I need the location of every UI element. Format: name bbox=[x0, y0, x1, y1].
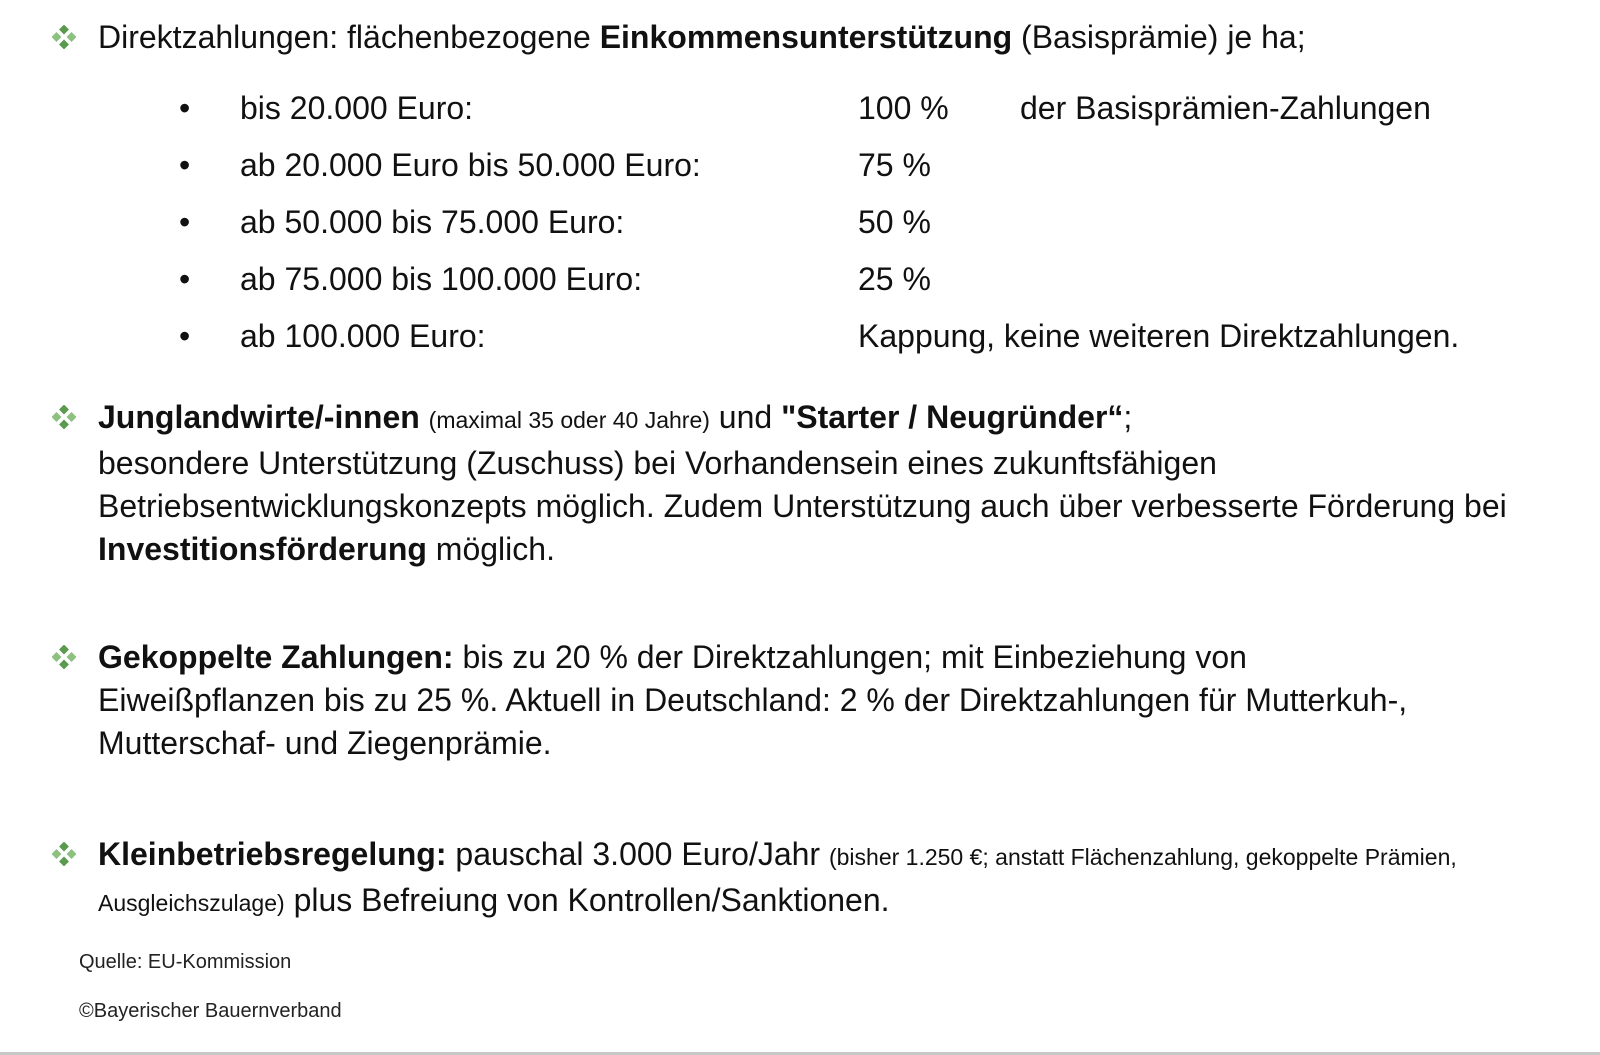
tier-value: 25 % bbox=[858, 261, 931, 297]
section-kleinbetrieb bbox=[98, 833, 1560, 925]
list-bullet: • bbox=[179, 147, 191, 183]
tier-range: bis 20.000 Euro: bbox=[240, 90, 474, 126]
junglandwirte-und: und bbox=[709, 399, 782, 435]
tier-row bbox=[0, 88, 1560, 145]
direktzahlungen-intro-bold: Einkommensunterstützung bbox=[599, 19, 1013, 55]
gekoppelte-title: Gekoppelte Zahlungen: bbox=[98, 639, 454, 675]
junglandwirte-body: besondere Unterstützung (Zuschuss) bei Vorhandensein eines zukunftsfähigen Betriebsentwicklungskonzepts möglich. Zudem Unterstützung auch über verbesserte Förderung bei bbox=[98, 445, 1507, 524]
junglandwirte-title: Junglandwirte/-innen bbox=[98, 399, 420, 435]
list-bullet: • bbox=[179, 261, 191, 297]
tier-range: ab 75.000 bis 100.000 Euro: bbox=[240, 261, 643, 297]
section-junglandwirte bbox=[98, 396, 1510, 571]
tier-note: der Basisprämien-Zahlungen bbox=[1020, 90, 1431, 126]
tier-row bbox=[0, 316, 1560, 373]
tier-range: ab 20.000 Euro bis 50.000 Euro: bbox=[240, 147, 701, 183]
gekoppelte-body: bis zu 20 % der Direktzahlungen; mit Einbeziehung von Eiweißpflanzen bis zu 25 %. Aktuell in Deutschland: 2 % der Direktzahlungen für Mutterkuh-, Mutterschaf- und Ziegenprämie. bbox=[98, 639, 1408, 761]
list-bullet: • bbox=[179, 90, 191, 126]
junglandwirte-starter: "Starter / Neugründer“ bbox=[781, 399, 1124, 435]
tier-value: 100 % bbox=[858, 90, 949, 126]
klein-note: (bisher 1.250 €; anstatt Flächenzahlung, gekoppelte Prämien, Ausgleichszulage) bbox=[98, 844, 1457, 916]
four-diamond-ornament-icon bbox=[52, 645, 76, 669]
klein-body: pauschal 3.000 Euro/Jahr bbox=[446, 836, 829, 872]
tier-value: 75 % bbox=[858, 147, 931, 183]
klein-title: Kleinbetriebsregelung: bbox=[98, 836, 447, 872]
section-direktzahlungen bbox=[98, 16, 1560, 59]
junglandwirte-body-bold: Investitionsförderung bbox=[98, 531, 427, 567]
four-diamond-ornament-icon bbox=[52, 25, 76, 49]
list-bullet: • bbox=[179, 204, 191, 240]
tier-range: ab 100.000 Euro: bbox=[240, 318, 486, 354]
section-gekoppelte bbox=[98, 636, 1430, 765]
tier-row bbox=[0, 202, 1560, 259]
four-diamond-ornament-icon bbox=[52, 842, 76, 866]
copyright-note: ©Bayerischer Bauernverband bbox=[79, 1000, 342, 1022]
tier-range: ab 50.000 bis 75.000 Euro: bbox=[240, 204, 625, 240]
tier-value: Kappung, keine weiteren Direktzahlungen. bbox=[858, 318, 1460, 354]
four-diamond-ornament-icon bbox=[52, 405, 76, 429]
source-note: Quelle: EU-Kommission bbox=[79, 951, 292, 973]
direktzahlungen-intro: Direktzahlungen: flächenbezogene bbox=[98, 19, 600, 55]
direktzahlungen-intro-end: (Basisprämie) je ha; bbox=[1012, 19, 1306, 55]
junglandwirte-body-end: möglich. bbox=[426, 531, 555, 567]
list-bullet: • bbox=[179, 318, 191, 354]
junglandwirte-semicolon: ; bbox=[1123, 399, 1133, 435]
tier-row bbox=[0, 259, 1560, 316]
tier-row bbox=[0, 145, 1560, 202]
junglandwirte-age-note: (maximal 35 oder 40 Jahre) bbox=[428, 407, 710, 433]
tier-value: 50 % bbox=[858, 204, 931, 240]
klein-end: plus Befreiung von Kontrollen/Sanktionen. bbox=[284, 882, 890, 918]
